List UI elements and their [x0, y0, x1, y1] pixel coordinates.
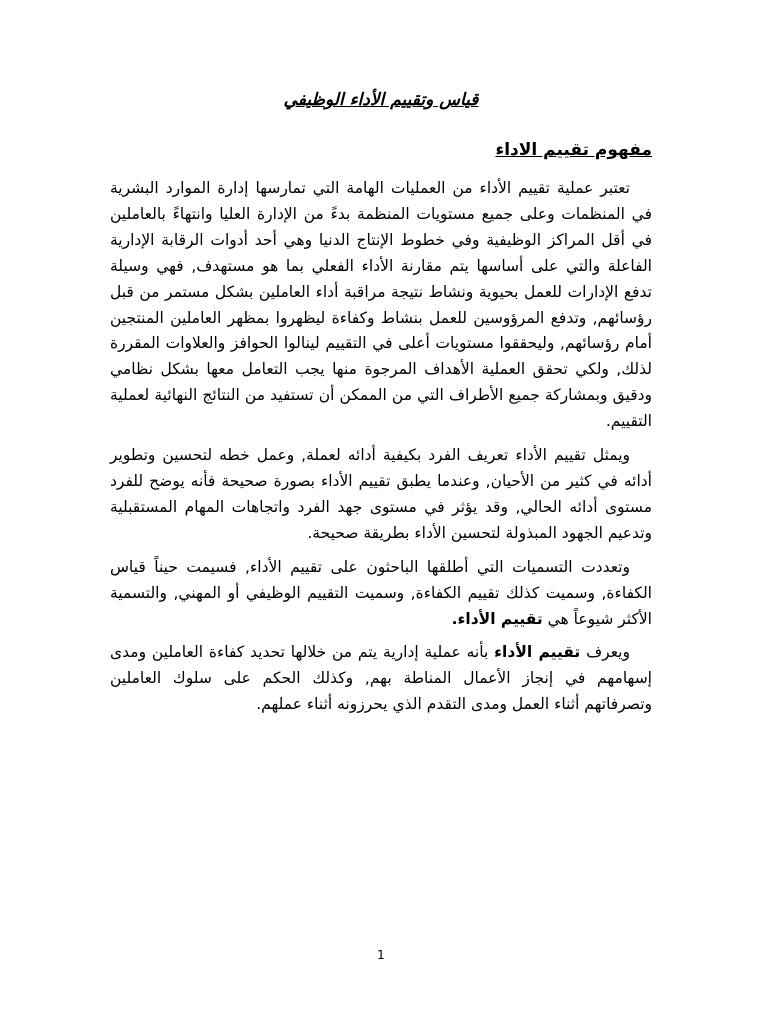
paragraph-3-bold: تقييم الأداء.: [451, 609, 543, 628]
page-number: 1: [377, 948, 385, 962]
paragraph-1: تعتبر عملية تقييم الأداء من العمليات الهامة التي تمارسها إدارة الموارد البشرية في المنظمات وعلى جميع مستويات المنظمة بدءً من الإدارة العليا وانتهاءً بالعاملين في أقل المراكز الوظيفية وفي خطوط الإنتاج الدنيا وهي أحد أدوات الرقابة الإدارية الفاعلة والتي على أساسها يتم مقارنة الأداء الفعلي بما هو مستهدف, فهي وسيلة تدفع الإدارات للعمل بحيوية ونشاط نتيجة مراقبة أداء العاملين بشكل مستمر من قبل رؤسائهم, وتدفع المرؤوسين للعمل بنشاط وكفاءة ليظهروا بمظهر العاملين المنتجين أمام رؤسائهم, وليحققوا مستويات أعلى في التقييم لينالوا الحوافز والعلاوات المقررة لذلك, ولكي تحقق العملية الأهداف المرجوة منها يجب التعامل معها بشكل نظامي ودقيق وبمشاركة جميع الأطراف التي من الممكن أن تستفيد من النتائج النهائية لعملية التقييم.: [110, 179, 652, 431]
document-title: قياس وتقييم الأداء الوظيفي: [283, 90, 479, 110]
paragraph-3-text: وتعددت التسميات التي أطلقها الباحثون على تقييم الأداء, فسيمت حيناً قياس الكفاءة, وسميت كذلك تقييم الكفاءة, وسميت التقييم الوظيفي أو المهني, والتسمية الأكثر شيوعاً هي: [110, 557, 652, 628]
paragraph-2: ويمثل تقييم الأداء تعريف الفرد بكيفية أدائه لعملة, وعمل خطه لتحسين وتطوير أدائه في كثير من الأحيان, وعندما يطبق تقييم الأداء بصورة صحيحة فأنه يوضح للفرد مستوى أدائه الحالي, وقد يؤثر في مستوى جهد الفرد واتجاهات المهام المستقبلية وتدعيم الجهود المبذولة لتحسين الأداء بطريقة صحيحة.: [110, 446, 652, 542]
section-heading: مفهوم تقييم الاداء: [495, 140, 652, 160]
document-page: [110, 0, 652, 1024]
paragraph-4: [110, 640, 652, 718]
paragraph-3: [110, 555, 652, 633]
paragraph-4-bold: تقييم الأداء: [494, 643, 581, 662]
body-text: [110, 176, 652, 726]
paragraph-4-rest: بأنه عملية إدارية يتم من خلالها تحديد كفاءة العاملين ومدى إسهامهم في إنجاز الأعمال المناطة بهم, وكذلك الحكم على سلوك العاملين وتصرفاتهم أثناء العمل ومدى التقدم الذي يحرزونه أثناء عملهم.: [110, 643, 652, 714]
paragraph-4-start: ويعرف: [586, 643, 630, 662]
